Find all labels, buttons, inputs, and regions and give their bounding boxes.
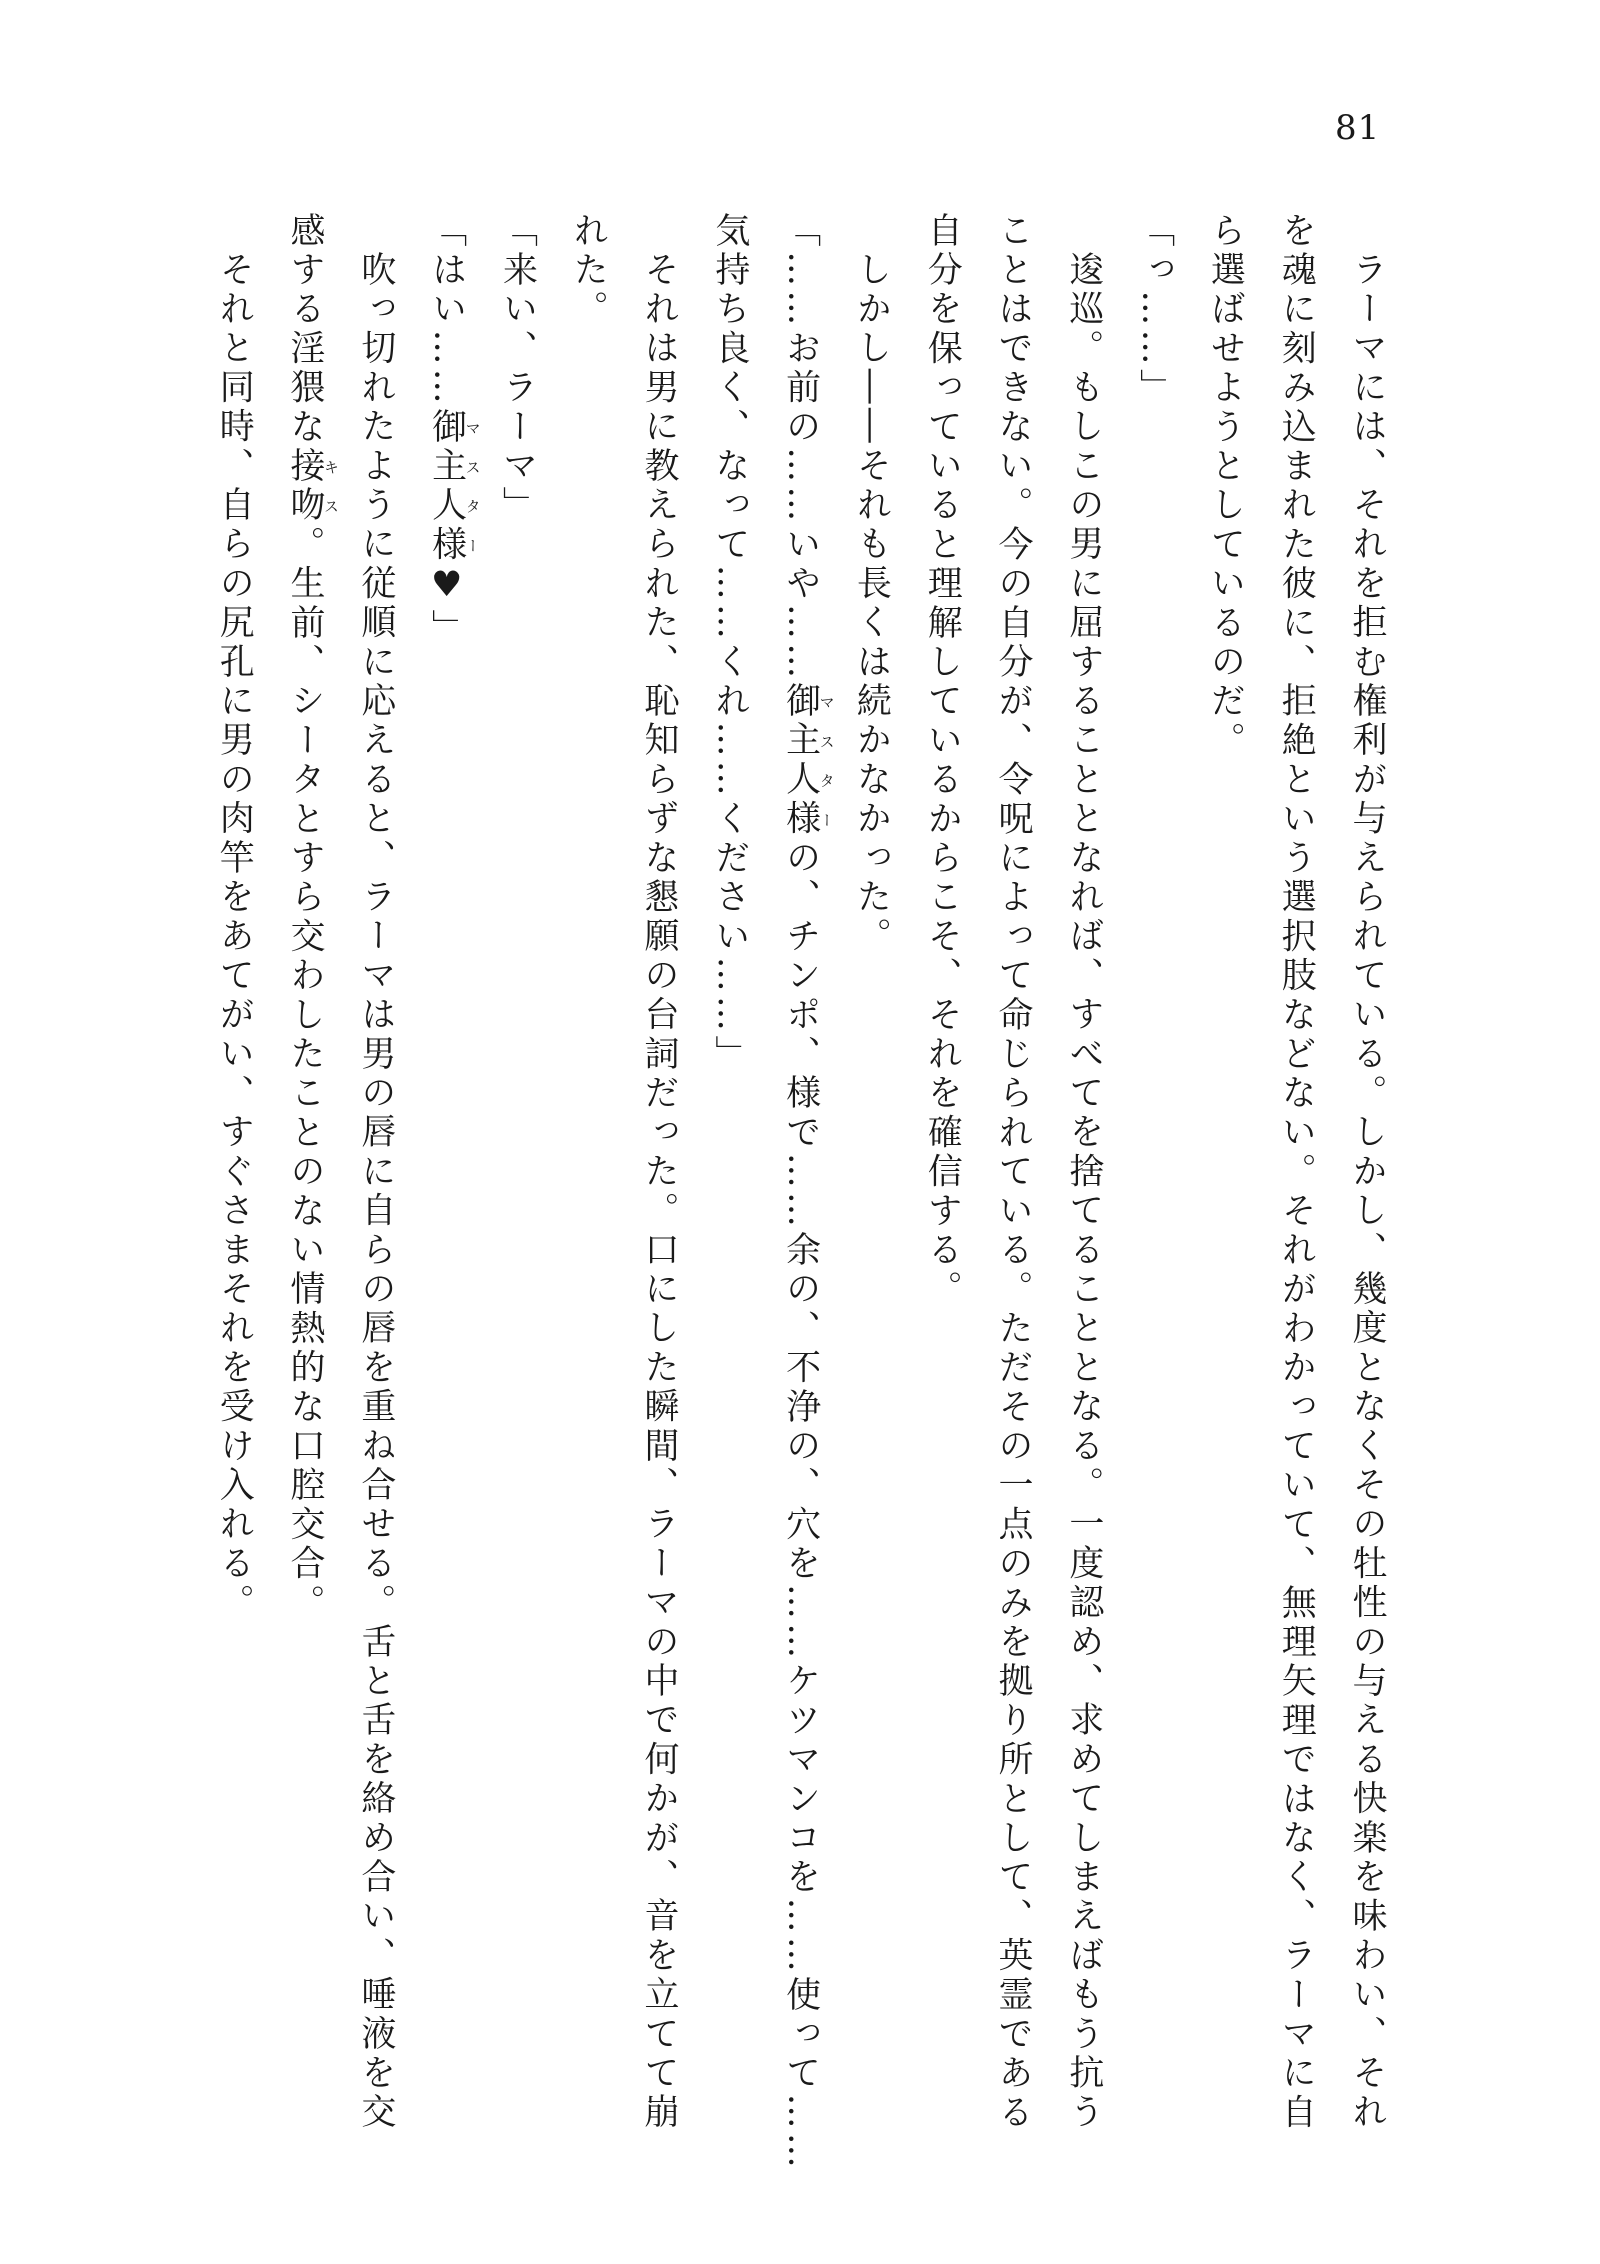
text-column	[906, 212, 977, 2172]
text-segment: 自分を保っていると理解しているからこそ、それを確信する。	[922, 212, 963, 1310]
text-segment: 気持ち良く、なって……くれ……ください……」	[709, 212, 750, 1075]
text-segment: 「……お前の……いや……	[780, 212, 821, 683]
text-segment: しかし――それも長くは続かなかった。	[851, 251, 892, 957]
ruby-base: 接吻	[285, 447, 326, 526]
ruby-text	[780, 682, 836, 840]
text-column	[1331, 212, 1402, 2172]
text-column	[340, 212, 411, 2172]
text-column	[198, 212, 269, 2172]
text-segment: 「来い、ラーマ」	[497, 212, 538, 526]
page-number: 81	[1335, 108, 1381, 148]
text-segment: ラーマには、それを拒む権利が与えられている。しかし、幾度となくその牡性の与える快楽を味わい、それ	[1347, 251, 1387, 2133]
text-column	[1190, 212, 1261, 2172]
ruby-base: 御主人様	[426, 408, 467, 565]
ruby-text	[426, 408, 482, 565]
text-segment: 感する淫猥な	[285, 212, 326, 448]
ruby-reading: キス	[322, 447, 341, 526]
vertical-text-body	[198, 212, 1402, 2172]
text-segment: 逡巡。もしこの男に屈することとなれば、すべてを捨てることとなる。一度認め、求めてしまえばもう抗う	[1063, 251, 1104, 2133]
text-column	[1260, 212, 1331, 2172]
ruby-reading: マスター	[463, 408, 482, 565]
text-segment: ことはできない。今の自分が、令呪によって命じられている。ただその一点のみを拠り所として、英霊である	[993, 212, 1034, 2133]
text-column	[977, 212, 1048, 2172]
text-column	[765, 212, 836, 2172]
text-segment: を魂に刻み込まれた彼に、拒絶という選択肢などない。それがわかっていて、無理矢理ではなく、ラーマに自	[1276, 212, 1317, 2133]
text-segment: それと同時、自らの尻孔に男の肉竿をあてがい、すぐさまそれを受け入れる。	[214, 251, 255, 1623]
text-column	[1119, 212, 1190, 2172]
text-segment: れた。	[568, 212, 609, 330]
text-column	[269, 212, 340, 2172]
text-column	[552, 212, 623, 2172]
text-column	[694, 212, 765, 2172]
text-segment: 。生前、シータとすら交わしたことのない情熱的な口腔交合。	[285, 525, 326, 1624]
text-column	[836, 212, 907, 2172]
text-segment: 「っ……」	[1134, 212, 1175, 408]
text-column	[482, 212, 553, 2172]
text-segment: ♥」	[426, 564, 467, 649]
text-column	[1048, 212, 1119, 2172]
ruby-reading: マスター	[817, 682, 836, 840]
text-column	[411, 212, 482, 2172]
text-segment: それは男に教えられた、恥知らずな懇願の台詞だった。口にした瞬間、ラーマの中で何かが、音を立てて崩	[639, 251, 680, 2133]
text-segment: の、チンポ、様で……余の、不浄の、穴を……ケツマンコを……使って……	[780, 839, 821, 2173]
ruby-base: 御主人様	[780, 682, 821, 840]
text-column	[623, 212, 694, 2172]
text-segment: 吹っ切れたように従順に応えると、ラーマは男の唇に自らの唇を重ね合せる。舌と舌を絡め合い、唾液を交	[355, 251, 396, 2133]
text-segment: ら選ばせようとしているのだ。	[1205, 212, 1246, 761]
ruby-text	[285, 447, 341, 526]
text-segment: 「はい……	[426, 212, 467, 408]
